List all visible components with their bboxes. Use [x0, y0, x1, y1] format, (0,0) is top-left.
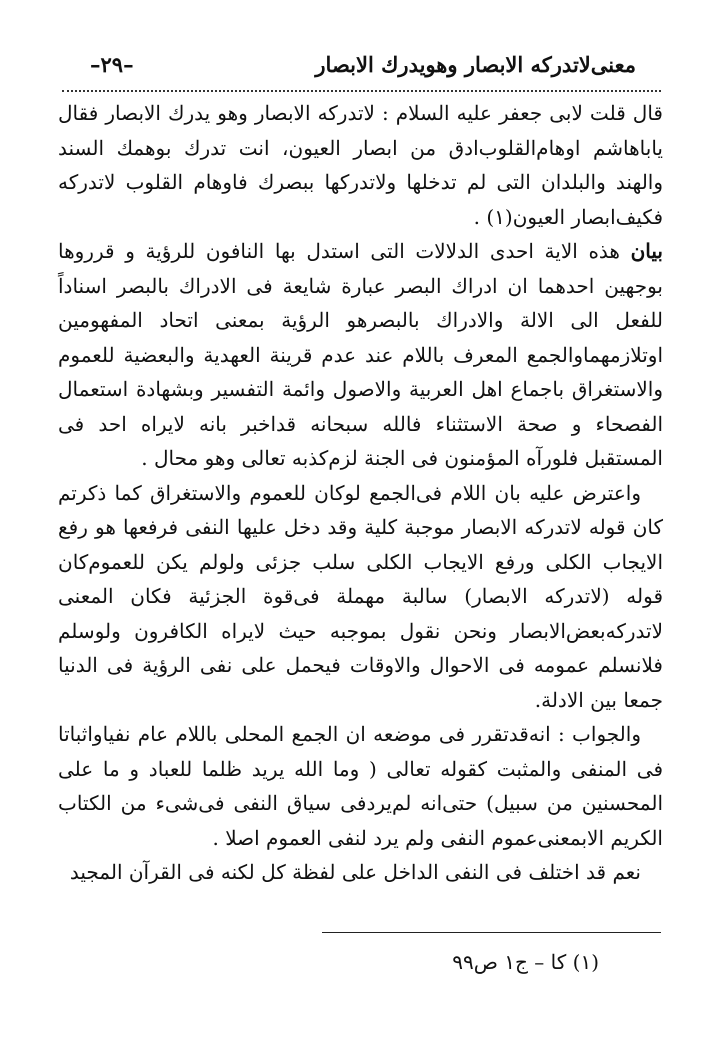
header-divider	[62, 90, 661, 92]
paragraph-objection	[58, 476, 663, 718]
main-text	[58, 96, 663, 890]
paragraph-continuation	[58, 855, 663, 890]
paragraph-lead-word: بيان	[630, 239, 663, 263]
paragraph-text: هذه الاية احدى الدلالات التى استدل بها النافون للرؤية و قرروها بوجهين احدهما ان ادراك البصر عبارة شايعة فى الادراك بالبصر اسناداً للفعل الى الالة والادراك بالبصرهو الرؤية بمعنى اتحاد المفهومين اوتلازمهماوالجمع المعرف باللام عند عدم قرينة العهدية والبعضية للعموم والاستغراق باجماع اهل العربية والاصول وائمة التفسير وبشهادة استعمال الفصحاء و صحة الاستثناء فالله سبحانه قداخبر بانه لايراه احد فى المستقبل فلورآه المؤمنون فى الجنة لزم‌كذبه تعالى وهو محال .	[58, 239, 663, 470]
paragraph-answer	[58, 717, 663, 855]
page-header	[90, 48, 636, 84]
footnote-divider	[322, 932, 661, 933]
page-number: –٢٩–	[90, 52, 134, 77]
paragraph-text: والجواب : انه‌قدتقرر فى موضعه ان الجمع المحلى باللام عام نفياواثباتا فى المنفى والمثبت كقوله تعالى ( وما الله يريد ظلما للعباد و ما على المحسنين من سبيل) حتى‌انه لم‌يردفى سياق النفى فى‌شىء من الكتاب الكريم الابمعنى‌عموم النفى ولم يرد لنفى العموم اصلا .	[58, 722, 663, 850]
paragraph-text: واعترض عليه بان اللام فى‌الجمع لوكان للعموم والاستغراق كما ذكرتم كان قوله لاتدركه الابصار موجبة كلية وقد دخل عليها النفى فرفعها هو رفع الايجاب الكلى ورفع الايجاب الكلى سلب جزئى ولولم يكن للعموم‌كان قوله (لاتدركه الابصار) سالبة مهملة فى‌قوة الجزئية فكان المعنى لاتدركه‌بعض‌الابصار ونحن نقول بموجبه حيث لايراه الكافرون ولوسلم فلانسلم عمومه فى الاحوال والاوقات فيحمل على نفى الرؤية فى الدنيا جمعا بين الادلة.	[58, 480, 663, 712]
paragraph-bayan	[58, 234, 663, 476]
running-title: معنى‌لاتدركه الابصار وهويدرك الابصار	[315, 52, 636, 77]
paragraph-text: نعم قد اختلف فى النفى الداخل على لفظة كل لكنه فى القرآن المجيد	[69, 860, 641, 884]
paragraph-hadith	[58, 96, 663, 234]
footnote: (١) كا – ج١ ص٩٩	[452, 950, 599, 974]
paragraph-text: قال قلت لابى جعفر عليه السلام : لاتدركه الابصار وهو يدرك الابصار فقال ياباهاشم اوهام‌القلوب‌ادق من ابصار العيون، انت تدرك بوهمك السند والهند والبلدان التى لم تدخلها ولاتدركها ببصرك فاوهام القلوب لاتدركه فكيف‌ابصار العيون(١) .	[58, 101, 663, 229]
